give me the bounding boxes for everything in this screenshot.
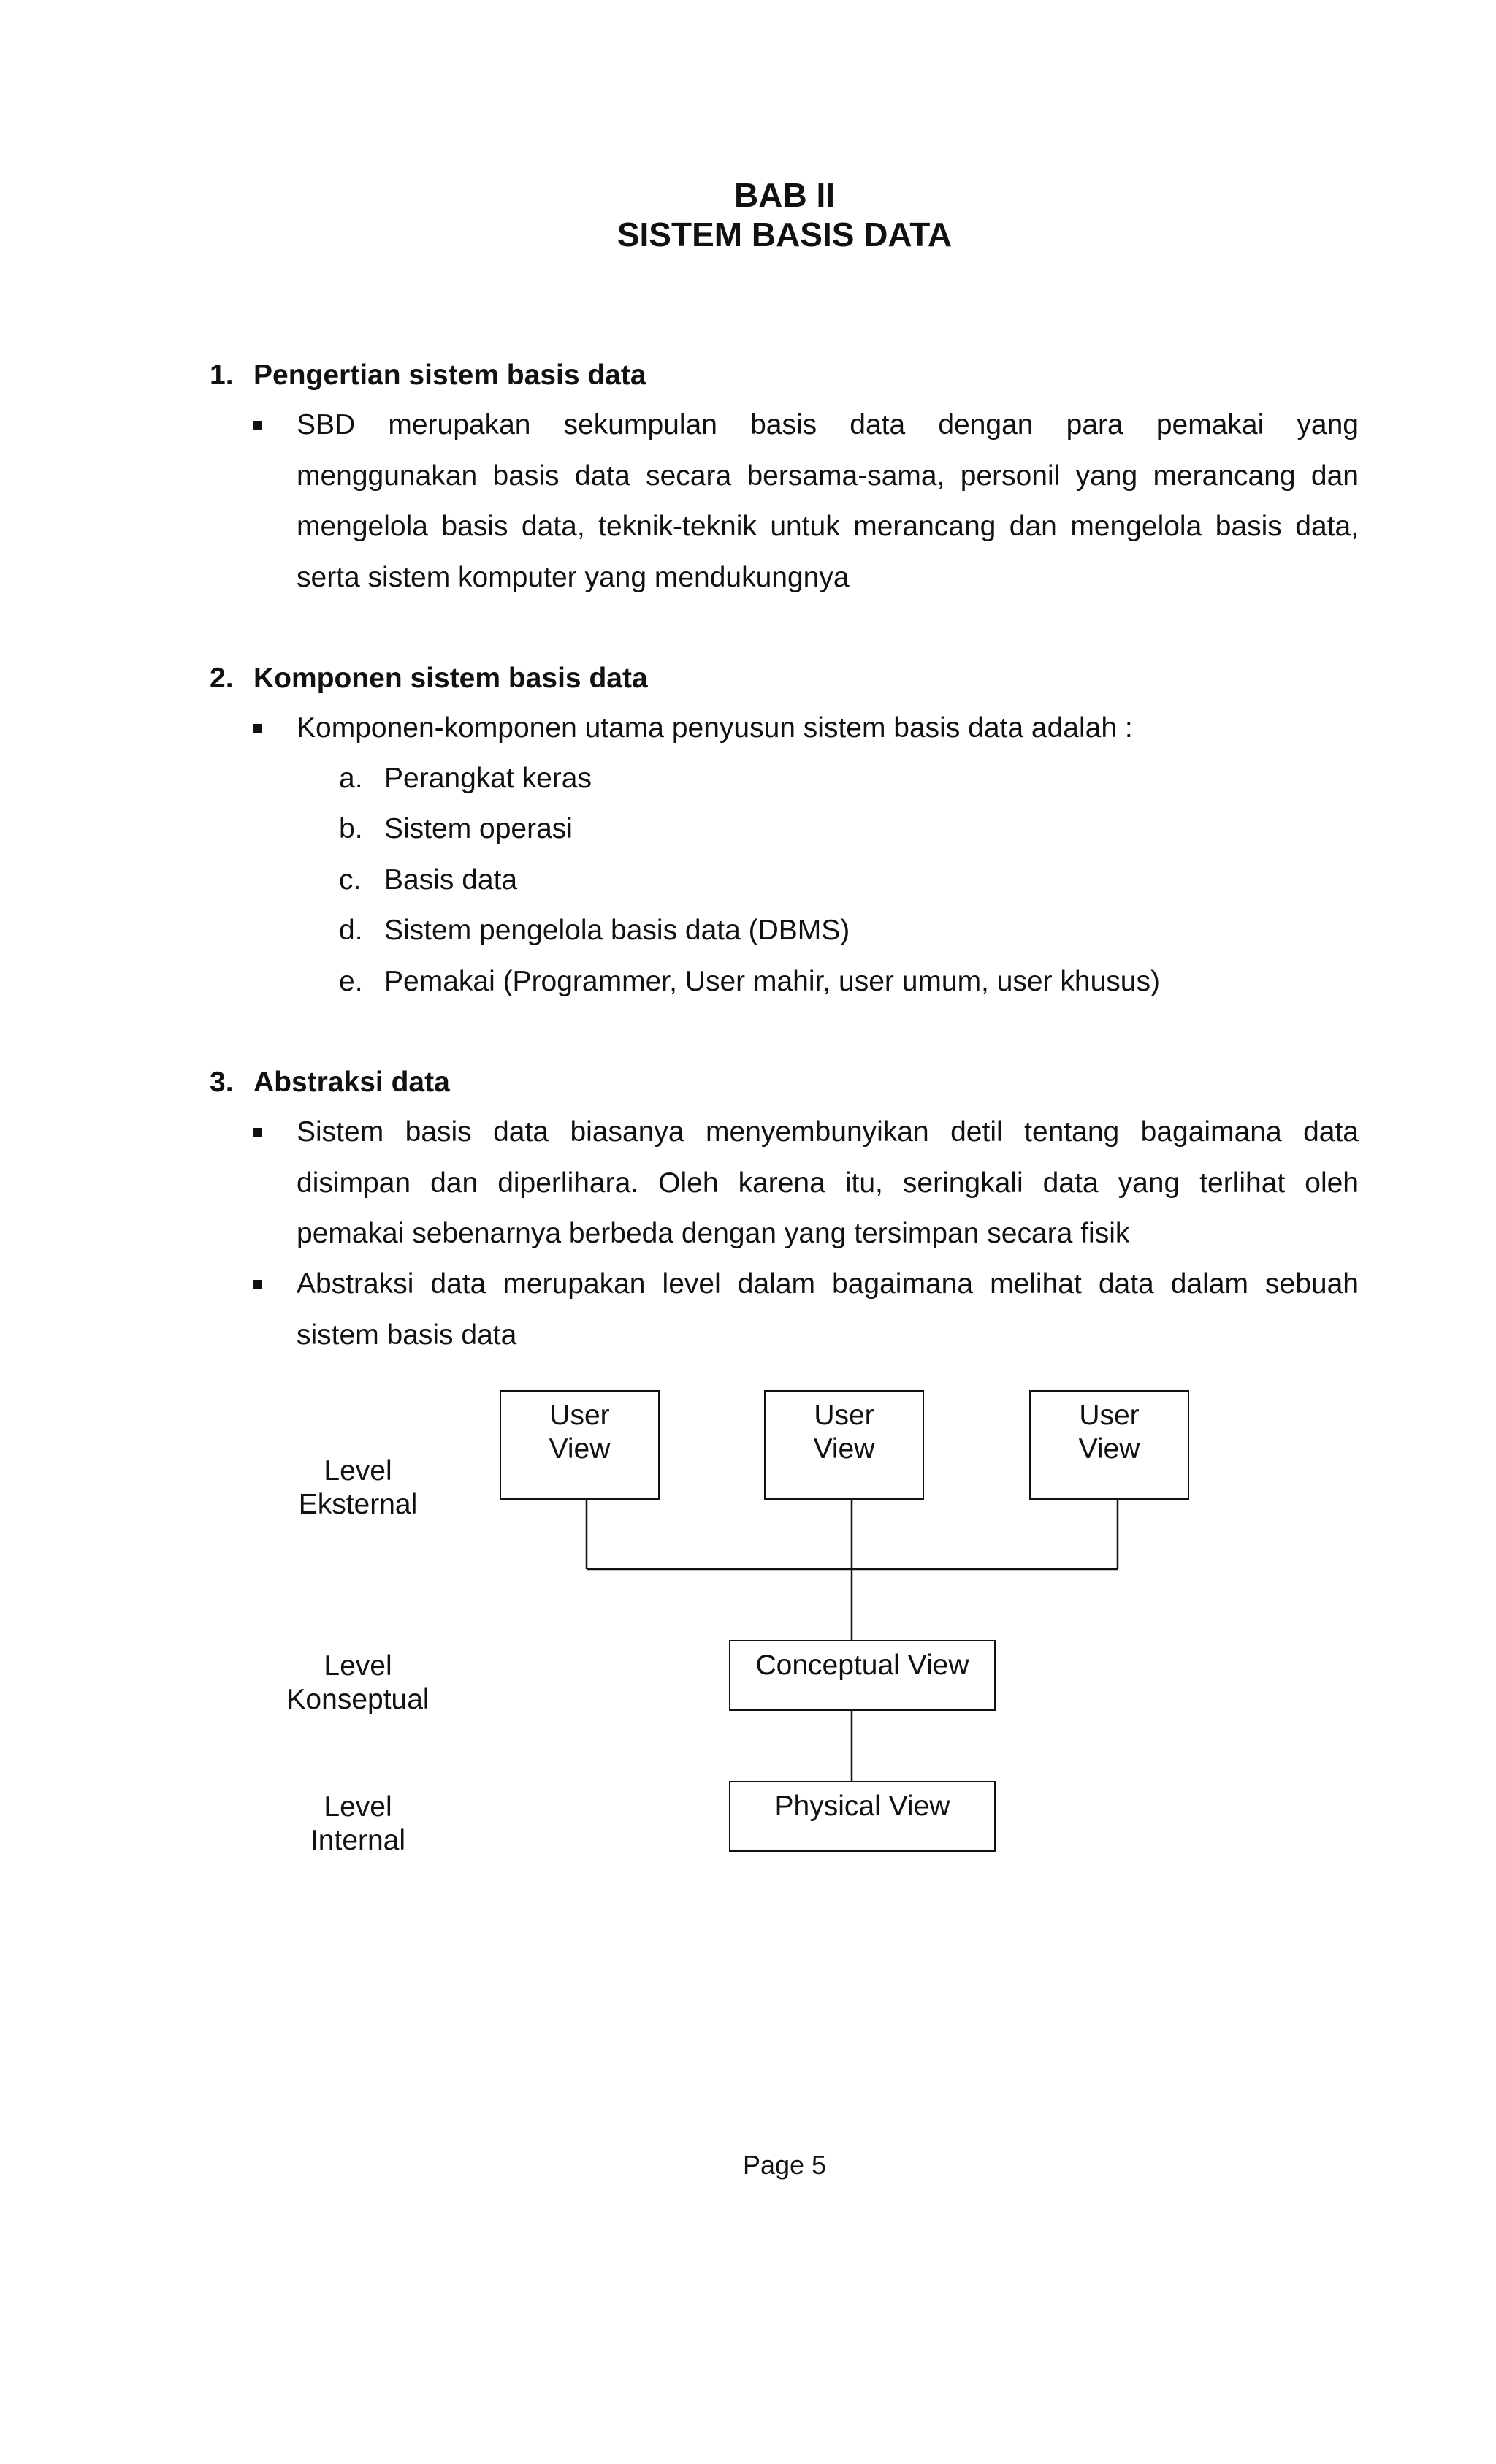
paragraph-line: serta sistem komputer yang mendukungnya (297, 561, 850, 593)
list-item-letter: c. (339, 864, 362, 896)
level-label-line: Internal (310, 1825, 406, 1856)
box-label-line: View (549, 1433, 611, 1465)
box-label-line: User (814, 1400, 874, 1431)
box-label-line: User (549, 1400, 610, 1431)
level-label-line: Level (324, 1791, 392, 1823)
paragraph-line: pemakai sebenarnya berbeda dengan yang tersimpan secara fisik (297, 1218, 1130, 1249)
list-item-text: Pemakai (Programmer, User mahir, user umum, user khusus) (384, 966, 1160, 997)
box-label-line: View (1078, 1433, 1140, 1465)
level-label-line: Konseptual (286, 1684, 430, 1715)
section-number: 3. (210, 1067, 234, 1098)
paragraph-line: sistem basis data (297, 1319, 517, 1351)
level-label-line: Level (324, 1455, 392, 1487)
list-item-letter: a. (339, 763, 363, 794)
user-view-box-1 (500, 1390, 660, 1500)
list-item-letter: e. (339, 966, 363, 997)
level-external-label (248, 1454, 468, 1522)
paragraph-line: disimpan dan diperlihara. Oleh karena itu, seringkali data yang terlihat oleh (297, 1167, 1359, 1199)
level-label-line: Level (324, 1650, 392, 1682)
user-view-box-3 (1029, 1390, 1189, 1500)
list-item-text: Basis data (384, 864, 518, 896)
level-label-line: Eksternal (298, 1489, 418, 1520)
section-title: Abstraksi data (253, 1067, 450, 1098)
list-item-text: Sistem operasi (384, 813, 573, 844)
paragraph-line: Komponen-komponen utama penyusun sistem basis data adalah : (297, 712, 1133, 744)
paragraph-line: menggunakan basis data secara bersama-sama, personil yang merancang dan (297, 459, 1359, 492)
page-number: Page 5 (742, 2150, 827, 2180)
section-number: 2. (210, 663, 234, 694)
section-number: 1. (210, 359, 234, 391)
paragraph-line: Sistem basis data biasanya menyembunyikan detil tentang bagaimana data (297, 1116, 1359, 1148)
level-internal-label (248, 1790, 468, 1858)
box-label-line: Conceptual View (755, 1649, 969, 1681)
physical-view-box (729, 1781, 996, 1852)
level-conceptual-label (248, 1649, 468, 1717)
list-item-text: Sistem pengelola basis data (DBMS) (384, 915, 850, 946)
list-item-letter: b. (339, 813, 363, 844)
list-item-letter: d. (339, 915, 363, 946)
chapter-number: BAB II (734, 176, 835, 214)
section-title: Pengertian sistem basis data (253, 359, 646, 391)
section-title: Komponen sistem basis data (253, 663, 648, 694)
paragraph-line: SBD merupakan sekumpulan basis data dengan para pemakai yang (297, 409, 1359, 440)
paragraph-line: Abstraksi data merupakan level dalam bagaimana melihat data dalam sebuah (297, 1268, 1359, 1300)
user-view-box-2 (764, 1390, 924, 1500)
box-label-line: View (813, 1433, 875, 1465)
conceptual-view-box (729, 1640, 996, 1711)
chapter-title: SISTEM BASIS DATA (617, 215, 953, 253)
box-label-line: Physical View (774, 1790, 950, 1822)
box-label-line: User (1079, 1400, 1140, 1431)
list-item-text: Perangkat keras (384, 763, 592, 794)
paragraph-line: mengelola basis data, teknik-teknik untuk merancang dan mengelola basis data, (297, 511, 1359, 542)
